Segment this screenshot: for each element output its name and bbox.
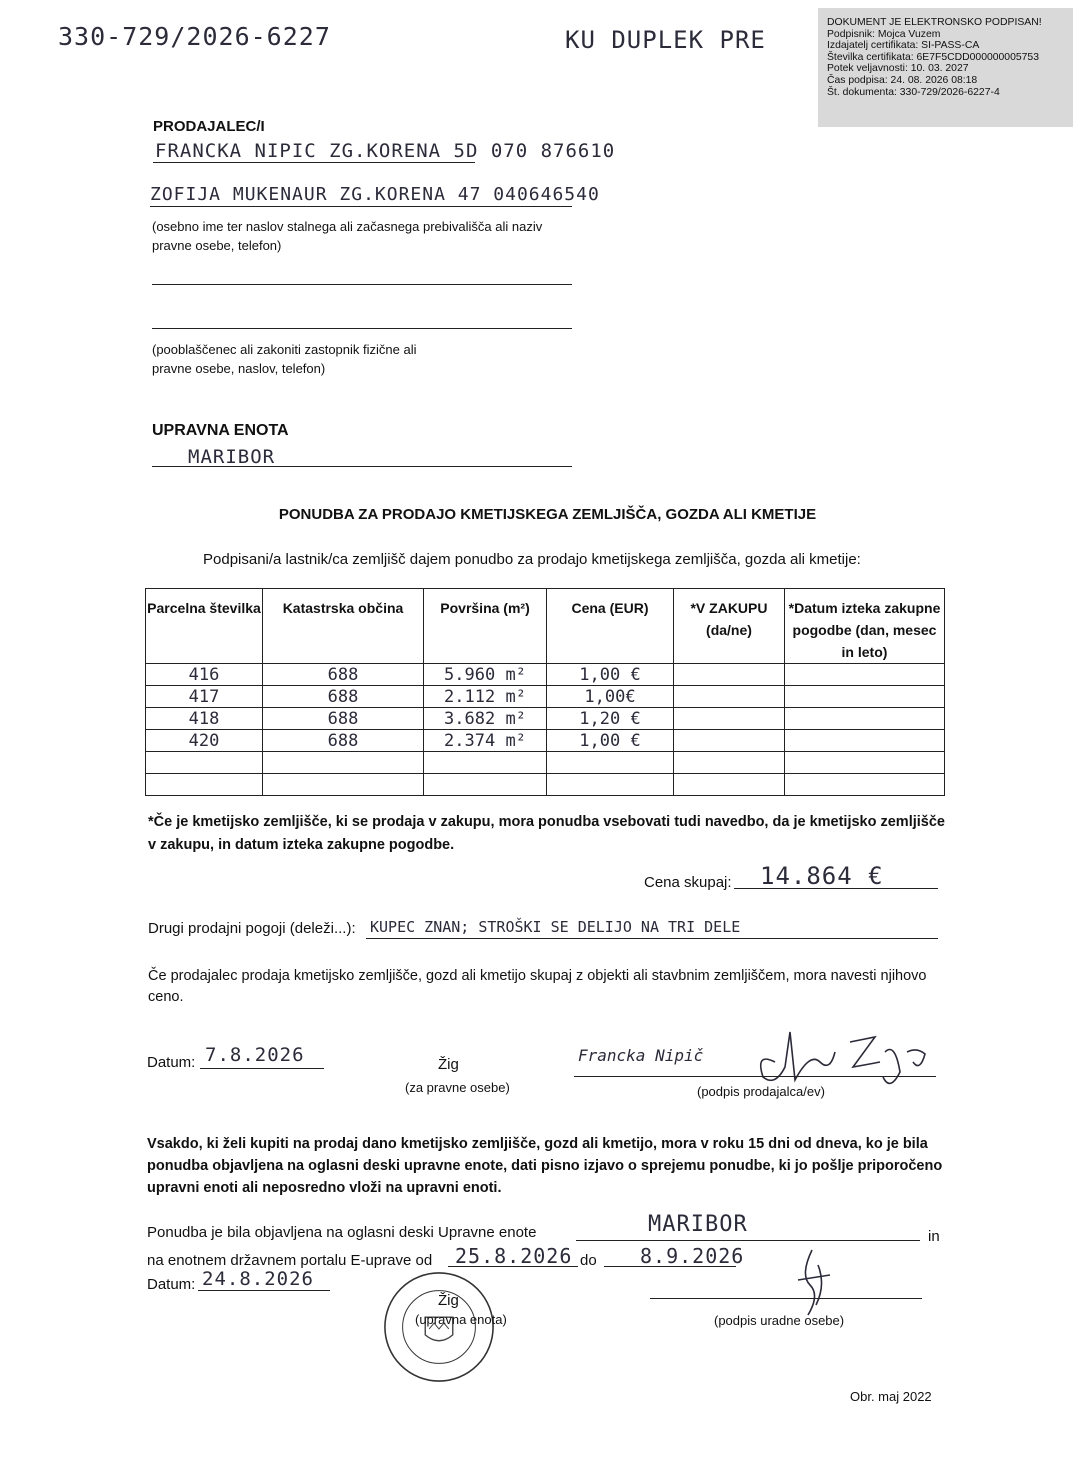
table-row bbox=[146, 708, 945, 730]
seller-entry-1[interactable]: FRANCKA NIPIC ZG.KORENA 5D 070 876610 bbox=[155, 140, 616, 162]
cell-lease-expiry[interactable] bbox=[785, 708, 945, 730]
acceptance-notice: Vsakdo, ki želi kupiti na prodaj dano kmetijsko zemljišče, gozd ali kmetijo, mora v roku 15 dni od dneva, ko je bila ponudba objavljena na oglasni deski upravne enote, dati pisno izjavo o sprejemu ponudbe, ki jo pošlje priporočeno upravni enoti ali neposredno vloži na upravni enoti. bbox=[147, 1136, 943, 1196]
stamp-note: (za pravne osebe) bbox=[405, 1080, 510, 1095]
total-price-label: Cena skupaj: bbox=[644, 874, 732, 891]
header-leased: *V ZAKUPU (da/ne) bbox=[674, 589, 785, 664]
cell-lease-expiry[interactable] bbox=[785, 664, 945, 686]
cell-municipality[interactable] bbox=[263, 752, 424, 774]
cell-area[interactable]: 2.374 m² bbox=[424, 730, 547, 752]
cell-municipality[interactable]: 688 bbox=[263, 730, 424, 752]
proxy-line[interactable] bbox=[152, 328, 572, 329]
cell-municipality[interactable]: 688 bbox=[263, 708, 424, 730]
cell-municipality[interactable]: 688 bbox=[263, 686, 424, 708]
publication-text-1: Ponudba je bila objavljena na oglasni deski Upravne enote bbox=[147, 1224, 537, 1241]
seller-signature-line bbox=[574, 1076, 936, 1077]
handwritten-note: KU DUPLEK PRE bbox=[565, 26, 766, 54]
signature-line: Št. dokumenta: 330-729/2026-6227-4 bbox=[827, 86, 1000, 98]
publication-from-value[interactable]: 25.8.2026 bbox=[455, 1244, 573, 1268]
header-area: Površina (m²) bbox=[424, 589, 547, 664]
signing-date-value[interactable]: 7.8.2026 bbox=[205, 1044, 305, 1066]
unit-stamp-label: (upravna enota) bbox=[415, 1312, 507, 1327]
seller-entry-2[interactable]: ZOFIJA MUKENAUR ZG.KORENA 47 040646540 bbox=[150, 184, 600, 205]
seller-note: (osebno ime ter naslov stalnega ali začasnega prebivališča ali naziv pravne osebe, telefon) bbox=[152, 219, 543, 253]
publication-to-line bbox=[604, 1266, 736, 1267]
admin-unit-heading: UPRAVNA ENOTA bbox=[152, 422, 289, 439]
cell-area[interactable]: 2.112 m² bbox=[424, 686, 547, 708]
form-version: Obr. maj 2022 bbox=[850, 1389, 932, 1404]
other-terms-value[interactable]: KUPEC ZNAN; STROŠKI SE DELIJO NA TRI DELE bbox=[370, 918, 741, 936]
official-signature-label: (podpis uradne osebe) bbox=[714, 1313, 845, 1328]
cell-leased[interactable] bbox=[674, 730, 785, 752]
seller-signature[interactable]: Francka Nipič bbox=[578, 1046, 704, 1065]
cell-price[interactable] bbox=[547, 774, 674, 796]
seller-line-2 bbox=[150, 206, 572, 207]
cell-lease-expiry[interactable] bbox=[785, 686, 945, 708]
cell-price[interactable] bbox=[547, 752, 674, 774]
publication-unit-value[interactable]: MARIBOR bbox=[648, 1212, 748, 1237]
cell-parcel[interactable]: 417 bbox=[146, 686, 263, 708]
signing-date-line bbox=[200, 1068, 324, 1069]
cell-parcel[interactable]: 418 bbox=[146, 708, 263, 730]
stamp-label: Žig bbox=[438, 1056, 459, 1073]
cell-leased[interactable] bbox=[674, 664, 785, 686]
blank-line[interactable] bbox=[152, 284, 572, 285]
header-price: Cena (EUR) bbox=[547, 589, 674, 664]
cell-leased[interactable] bbox=[674, 774, 785, 796]
parcels-table bbox=[145, 588, 945, 796]
cell-lease-expiry[interactable] bbox=[785, 730, 945, 752]
admin-unit-value[interactable]: MARIBOR bbox=[188, 446, 276, 468]
publication-date-value[interactable]: 24.8.2026 bbox=[202, 1268, 314, 1290]
table-row bbox=[146, 774, 945, 796]
proxy-note: (pooblaščenec ali zakoniti zastopnik fizične ali pravne osebe, naslov, telefon) bbox=[152, 342, 417, 376]
other-terms-label: Drugi prodajni pogoji (deleži...): bbox=[148, 920, 356, 937]
table-row bbox=[146, 686, 945, 708]
admin-unit-line bbox=[152, 466, 572, 467]
cell-leased[interactable] bbox=[674, 708, 785, 730]
table-row bbox=[146, 752, 945, 774]
seller-heading: PRODAJALEC/I bbox=[153, 118, 265, 135]
total-price-value[interactable]: 14.864 € bbox=[760, 862, 884, 890]
publication-date-label: Datum: bbox=[147, 1276, 196, 1293]
cell-lease-expiry[interactable] bbox=[785, 774, 945, 796]
cell-parcel[interactable] bbox=[146, 752, 263, 774]
signature-line: Številka certifikata: 6E7F5CDD000000005753 bbox=[827, 51, 1039, 63]
other-terms-line bbox=[366, 938, 938, 939]
total-price-line bbox=[734, 888, 938, 889]
header-cadastral-municipality: Katastrska občina bbox=[263, 589, 424, 664]
cell-leased[interactable] bbox=[674, 686, 785, 708]
publication-text-2: na enotnem državnem portalu E-uprave od bbox=[147, 1252, 433, 1269]
seller-signature-label: (podpis prodajalca/ev) bbox=[697, 1084, 825, 1099]
offer-title: PONUDBA ZA PRODAJO KMETIJSKEGA ZEMLJIŠČA, GOZDA ALI KMETIJE bbox=[278, 506, 817, 523]
cell-area[interactable] bbox=[424, 774, 547, 796]
publication-unit-line bbox=[576, 1240, 920, 1241]
publication-date-line bbox=[198, 1290, 330, 1291]
cell-leased[interactable] bbox=[674, 752, 785, 774]
reference-number: 330-729/2026-6227 bbox=[58, 22, 331, 51]
publication-to-value[interactable]: 8.9.2026 bbox=[640, 1244, 745, 1268]
table-row bbox=[146, 664, 945, 686]
cell-area[interactable]: 5.960 m² bbox=[424, 664, 547, 686]
publication-in: in bbox=[928, 1228, 940, 1245]
signature-line: Izdajatelj certifikata: SI-PASS-CA bbox=[827, 40, 980, 52]
header-lease-expiry: *Datum izteka zakupne pogodbe (dan, mesec in leto) bbox=[785, 589, 945, 664]
cell-price[interactable]: 1,20 € bbox=[547, 708, 674, 730]
cell-parcel[interactable] bbox=[146, 774, 263, 796]
cell-lease-expiry[interactable] bbox=[785, 752, 945, 774]
official-signature-line bbox=[650, 1298, 922, 1299]
table-header-row bbox=[146, 589, 945, 664]
publication-stamp-label: Žig bbox=[438, 1292, 459, 1309]
cell-price[interactable]: 1,00 € bbox=[547, 730, 674, 752]
table-row bbox=[146, 730, 945, 752]
offer-intro: Podpisani/a lastnik/ca zemljišč dajem ponudbo za prodajo kmetijskega zemljišča, gozda ali kmetije: bbox=[203, 551, 861, 568]
signature-line: Podpisnik: Mojca Vuzem bbox=[827, 28, 941, 40]
signature-line: Potek veljavnosti: 10. 03. 2027 bbox=[827, 63, 969, 75]
publication-do: do bbox=[580, 1252, 597, 1269]
electronic-signature-box bbox=[818, 8, 1073, 127]
cell-area[interactable]: 3.682 m² bbox=[424, 708, 547, 730]
objects-note: Če prodajalec prodaja kmetijsko zemljišče, gozd ali kmetijo skupaj z objekti ali stavbnim zemljiščem, mora navesti njihovo ceno. bbox=[148, 968, 927, 1005]
seller-line-1 bbox=[153, 162, 475, 163]
cell-parcel[interactable]: 416 bbox=[146, 664, 263, 686]
cell-area[interactable] bbox=[424, 752, 547, 774]
signature-line: DOKUMENT JE ELEKTRONSKO PODPISAN! bbox=[827, 17, 1042, 28]
publication-from-line bbox=[448, 1266, 578, 1267]
signing-date-label: Datum: bbox=[147, 1054, 196, 1071]
lease-footnote: *Če je kmetijsko zemljišče, ki se prodaja v zakupu, mora ponudba vsebovati tudi navedbo, da je kmetijsko zemljišče v zakupu, in datum izteka zakupne pogodbe. bbox=[148, 814, 945, 853]
cell-price[interactable]: 1,00 € bbox=[547, 664, 674, 686]
signature-line: Čas podpisa: 24. 08. 2026 08:18 bbox=[827, 74, 978, 86]
header-parcel-number: Parcelna številka bbox=[146, 589, 263, 664]
cell-municipality[interactable]: 688 bbox=[263, 664, 424, 686]
cell-parcel[interactable]: 420 bbox=[146, 730, 263, 752]
cell-price[interactable]: 1,00€ bbox=[547, 686, 674, 708]
cell-municipality[interactable] bbox=[263, 774, 424, 796]
